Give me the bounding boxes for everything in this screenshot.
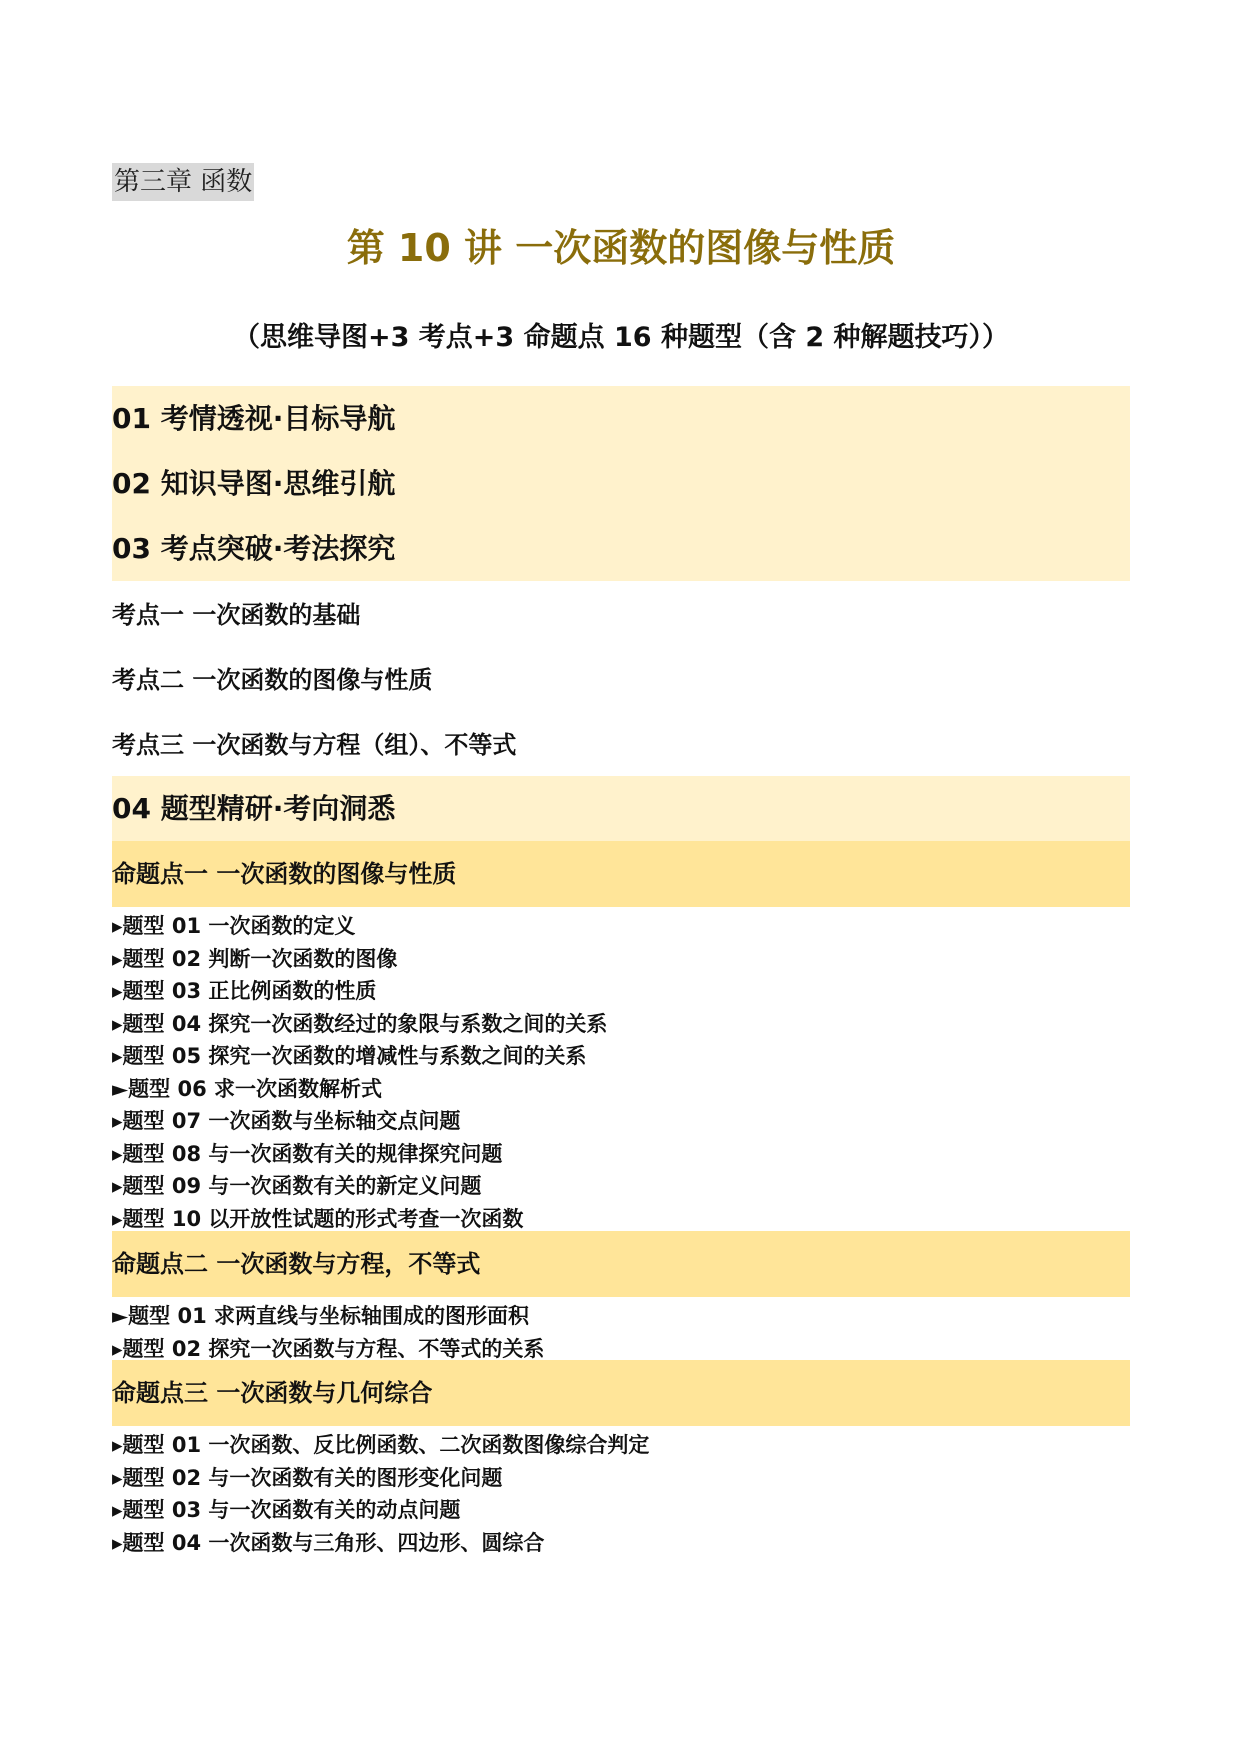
list-item: ▸题型 10 以开放性试题的形式考查一次函数 bbox=[112, 1206, 524, 1231]
section-04-block bbox=[112, 776, 1130, 841]
list-item: ▸题型 01 一次函数的定义 bbox=[112, 914, 356, 938]
kaodian-1: 考点一 一次函数的基础 bbox=[112, 601, 361, 629]
list-item: ▸题型 02 判断一次函数的图像 bbox=[112, 946, 398, 971]
mingti-1-header: 命题点一 一次函数的图像与性质 bbox=[112, 841, 1130, 907]
list-item: ▸题型 08 与一次函数有关的规律探究问题 bbox=[112, 1141, 503, 1166]
mingti-2-header: 命题点二 一次函数与方程，不等式 bbox=[112, 1231, 1130, 1297]
kaodian-2: 考点二 一次函数的图像与性质 bbox=[112, 666, 433, 694]
list-item: ▸题型 02 探究一次函数与方程、不等式的关系 bbox=[112, 1336, 545, 1361]
mingti-3-list bbox=[112, 1429, 1130, 1559]
section-04: 04 题型精研·考向洞悉 bbox=[112, 792, 396, 825]
mingti-2-list bbox=[112, 1300, 1130, 1365]
lecture-title: 第 10 讲 一次函数的图像与性质 bbox=[346, 226, 896, 270]
lecture-subtitle: （思维导图+3 考点+3 命题点 16 种题型（含 2 种解题技巧）） bbox=[232, 322, 1010, 353]
chapter-label: 第三章 函数 bbox=[112, 163, 254, 201]
mingti-3-header: 命题点三 一次函数与几何综合 bbox=[112, 1360, 1130, 1426]
list-item: ▸题型 09 与一次函数有关的新定义问题 bbox=[112, 1174, 482, 1198]
section-01: 01 考情透视·目标导航 bbox=[112, 402, 396, 435]
list-item: ▸题型 05 探究一次函数的增减性与系数之间的关系 bbox=[112, 1044, 587, 1068]
kaodian-3: 考点三 一次函数与方程（组）、不等式 bbox=[112, 731, 517, 759]
list-item: ▸题型 02 与一次函数有关的图形变化问题 bbox=[112, 1465, 503, 1490]
list-item: ▸题型 04 一次函数与三角形、四边形、圆综合 bbox=[112, 1530, 545, 1555]
sections-top-block bbox=[112, 386, 1130, 581]
list-item: ▸题型 07 一次函数与坐标轴交点问题 bbox=[112, 1109, 461, 1133]
section-02: 02 知识导图·思维引航 bbox=[112, 467, 396, 500]
list-item: ►题型 01 求两直线与坐标轴围成的图形面积 bbox=[112, 1304, 529, 1328]
list-item: ▸题型 03 正比例函数的性质 bbox=[112, 979, 377, 1003]
list-item: ▸题型 04 探究一次函数经过的象限与系数之间的关系 bbox=[112, 1011, 608, 1036]
list-item: ▸题型 01 一次函数、反比例函数、二次函数图像综合判定 bbox=[112, 1433, 650, 1457]
mingti-1-list bbox=[112, 910, 1130, 1235]
list-item: ►题型 06 求一次函数解析式 bbox=[112, 1076, 382, 1101]
section-03: 03 考点突破·考法探究 bbox=[112, 532, 396, 565]
list-item: ▸题型 03 与一次函数有关的动点问题 bbox=[112, 1498, 461, 1522]
